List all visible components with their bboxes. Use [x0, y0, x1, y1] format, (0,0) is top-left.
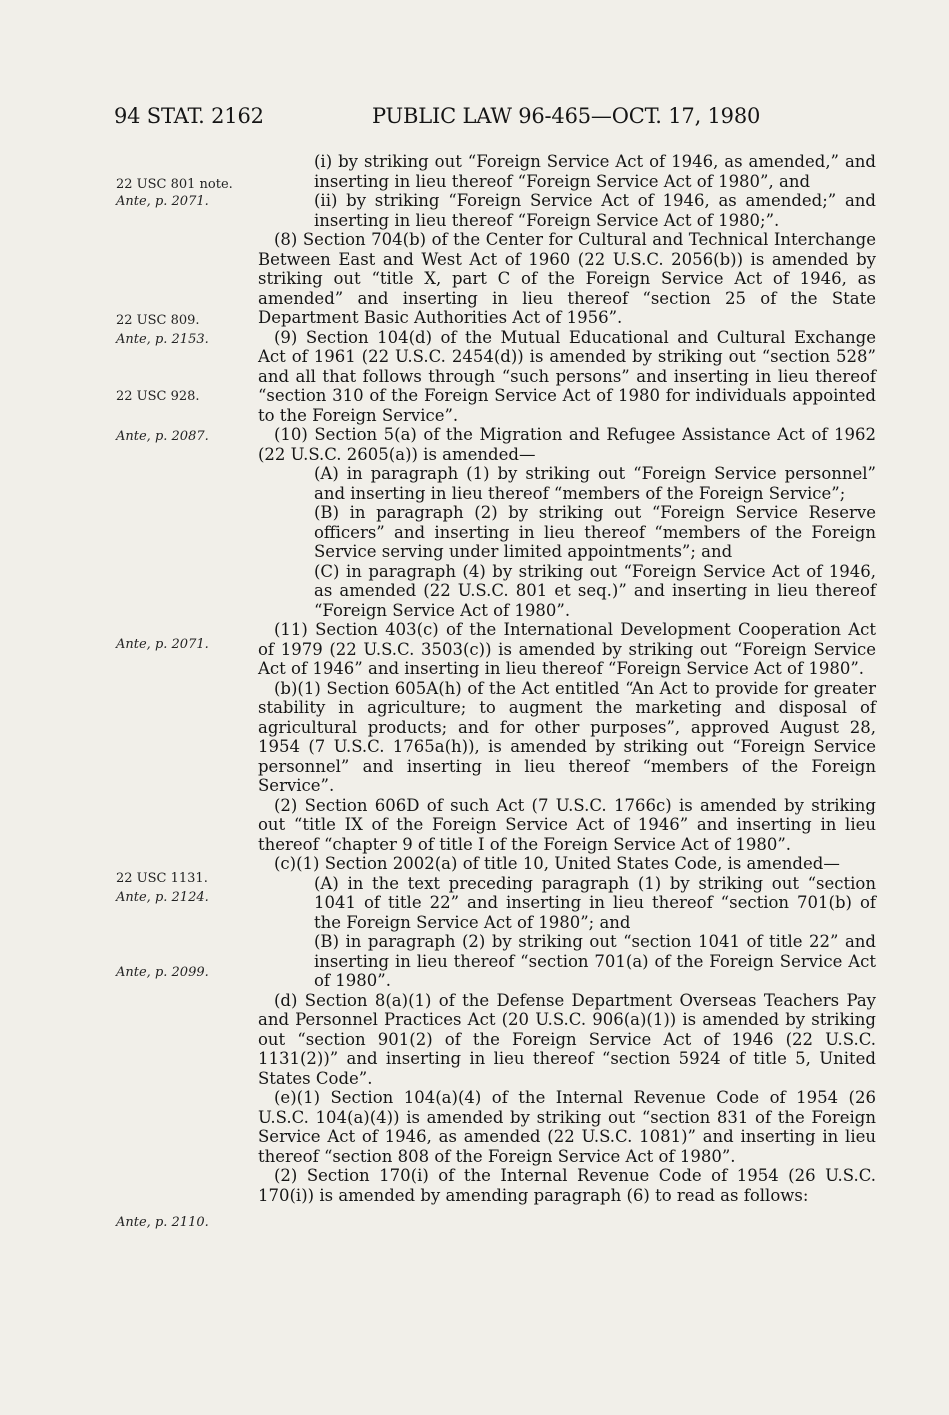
- margin-cite: 22 USC 809.: [116, 313, 200, 328]
- stat-page-number: 94 STAT. 2162: [114, 104, 264, 128]
- subsection-c-1: (c)(1) Section 2002(a) of title 10, United States Code, is amended—: [274, 854, 840, 873]
- subsection-b-2: (2) Section 606D of such Act (7 U.S.C. 1766c) is amended by striking out “title IX of the Foreign Service Act of 1946” and inserting in lieu thereof “chapter 9 of title I of the Foreign Service Act of 1980”.: [258, 795, 876, 854]
- margin-note-2: [116, 312, 209, 348]
- margin-ante: Ante, p. 2110.: [116, 1215, 209, 1230]
- subparagraph-c-a: (A) in the text preceding paragraph (1) by striking out “section 1041 of title 22” and inserting in lieu thereof “section 701(b) of the Foreign Service Act of 1980”; and: [314, 873, 876, 932]
- page-header: [0, 104, 949, 132]
- subsection-b-1: (b)(1) Section 605A(h) of the Act entitled “An Act to provide for greater stability in agriculture; to augment the marketing and disposal of agricultural products; and for other purposes”, approved August 28, 1954 (7 U.S.C. 1765a(h)), is amended by striking out “Foreign Service personnel” and inserting in lieu thereof “members of the Foreign Service”.: [258, 678, 876, 795]
- subparagraph-c-b: (B) in paragraph (2) by striking out “section 1041 of title 22” and inserting in lieu thereof “section 701(a) of the Foreign Service Act of 1980”.: [314, 932, 876, 990]
- paragraph-8: (8) Section 704(b) of the Center for Cultural and Technical Interchange Between East and West Act of 1960 (22 U.S.C. 2056(b)) is amended by striking out “title X, part C of the Foreign Service Act of 1946, as amended” and inserting in lieu thereof “section 25 of the State Department Basic Authorities Act of 1956”.: [258, 230, 876, 327]
- margin-note-7: [116, 964, 209, 981]
- running-title: PUBLIC LAW 96-465—OCT. 17, 1980: [372, 104, 761, 128]
- paragraph-10: (10) Section 5(a) of the Migration and Refugee Assistance Act of 1962 (22 U.S.C. 2605(a)) is amended—: [258, 425, 876, 464]
- margin-cite: 22 USC 928.: [116, 389, 200, 404]
- clause-ii: (ii) by striking “Foreign Service Act of 1946, as amended;” and inserting in lieu thereof “Foreign Service Act of 1980;”.: [314, 191, 876, 230]
- margin-cite: 22 USC 1131.: [116, 871, 208, 886]
- subsection-d: (d) Section 8(a)(1) of the Defense Department Overseas Teachers Pay and Personnel Practices Act (20 U.S.C. 906(a)(1)) is amended by striking out “section 901(2) of the Foreign Service Act of 1946 (22 U.S.C. 1131(2))” and inserting in lieu thereof “section 5924 of title 5, United States Code”.: [258, 990, 876, 1088]
- paragraph-11: (11) Section 403(c) of the International Development Cooperation Act of 1979 (22 U.S.C. 3503(c)) is amended by striking out “Foreign Service Act of 1946” and inserting in lieu thereof “Foreign Service Act of 1980”.: [258, 620, 876, 678]
- subparagraph-10-c: (C) in paragraph (4) by striking out “Foreign Service Act of 1946, as amended (22 U.S.C. 801 et seq.)” and inserting in lieu thereof “Foreign Service Act of 1980”.: [314, 561, 876, 620]
- margin-ante: Ante, p. 2071.: [116, 637, 209, 652]
- margin-ante: Ante, p. 2087.: [116, 429, 209, 444]
- paragraph-9: (9) Section 104(d) of the Mutual Educational and Cultural Exchange Act of 1961 (22 U.S.C. 2454(d)) is amended by striking out “section 528” and all that follows through “such persons” and inserting in lieu thereof “section 310 of the Foreign Service Act of 1980 for individuals appointed to the Foreign Service”.: [258, 327, 876, 425]
- margin-ante: Ante, p. 2153.: [116, 332, 209, 347]
- subsection-e-1: (e)(1) Section 104(a)(4) of the Internal Revenue Code of 1954 (26 U.S.C. 104(a)(4)) is amended by striking out “section 831 of the Foreign Service Act of 1946, as amended (22 U.S.C. 1081)” and inserting in lieu thereof “section 808 of the Foreign Service Act of 1980”.: [258, 1088, 876, 1166]
- margin-ante: Ante, p. 2071.: [116, 194, 209, 209]
- margin-note-5: [116, 636, 209, 653]
- margin-ante: Ante, p. 2099.: [116, 965, 209, 980]
- margin-ante: Ante, p. 2124.: [116, 890, 209, 905]
- margin-note-6: [116, 870, 209, 906]
- margin-note-8: [116, 1214, 209, 1231]
- statute-body: [258, 152, 876, 1205]
- margin-note-3: [116, 388, 200, 405]
- clause-i: (i) by striking out “Foreign Service Act of 1946, as amended,” and inserting in lieu thereof “Foreign Service Act of 1980”, and: [314, 152, 876, 191]
- subsection-e-2: (2) Section 170(i) of the Internal Revenue Code of 1954 (26 U.S.C. 170(i)) is amended by amending paragraph (6) to read as follows:: [258, 1166, 876, 1205]
- margin-cite: 22 USC 801 note.: [116, 177, 233, 192]
- subparagraph-10-a: (A) in paragraph (1) by striking out “Foreign Service personnel” and inserting in lieu thereof “members of the Foreign Service”;: [314, 464, 876, 503]
- subparagraph-10-b: (B) in paragraph (2) by striking out “Foreign Service Reserve officers” and inserting in lieu thereof “members of the Foreign Service serving under limited appointments”; and: [314, 503, 876, 561]
- margin-note-1: [116, 176, 233, 210]
- margin-note-4: [116, 428, 209, 445]
